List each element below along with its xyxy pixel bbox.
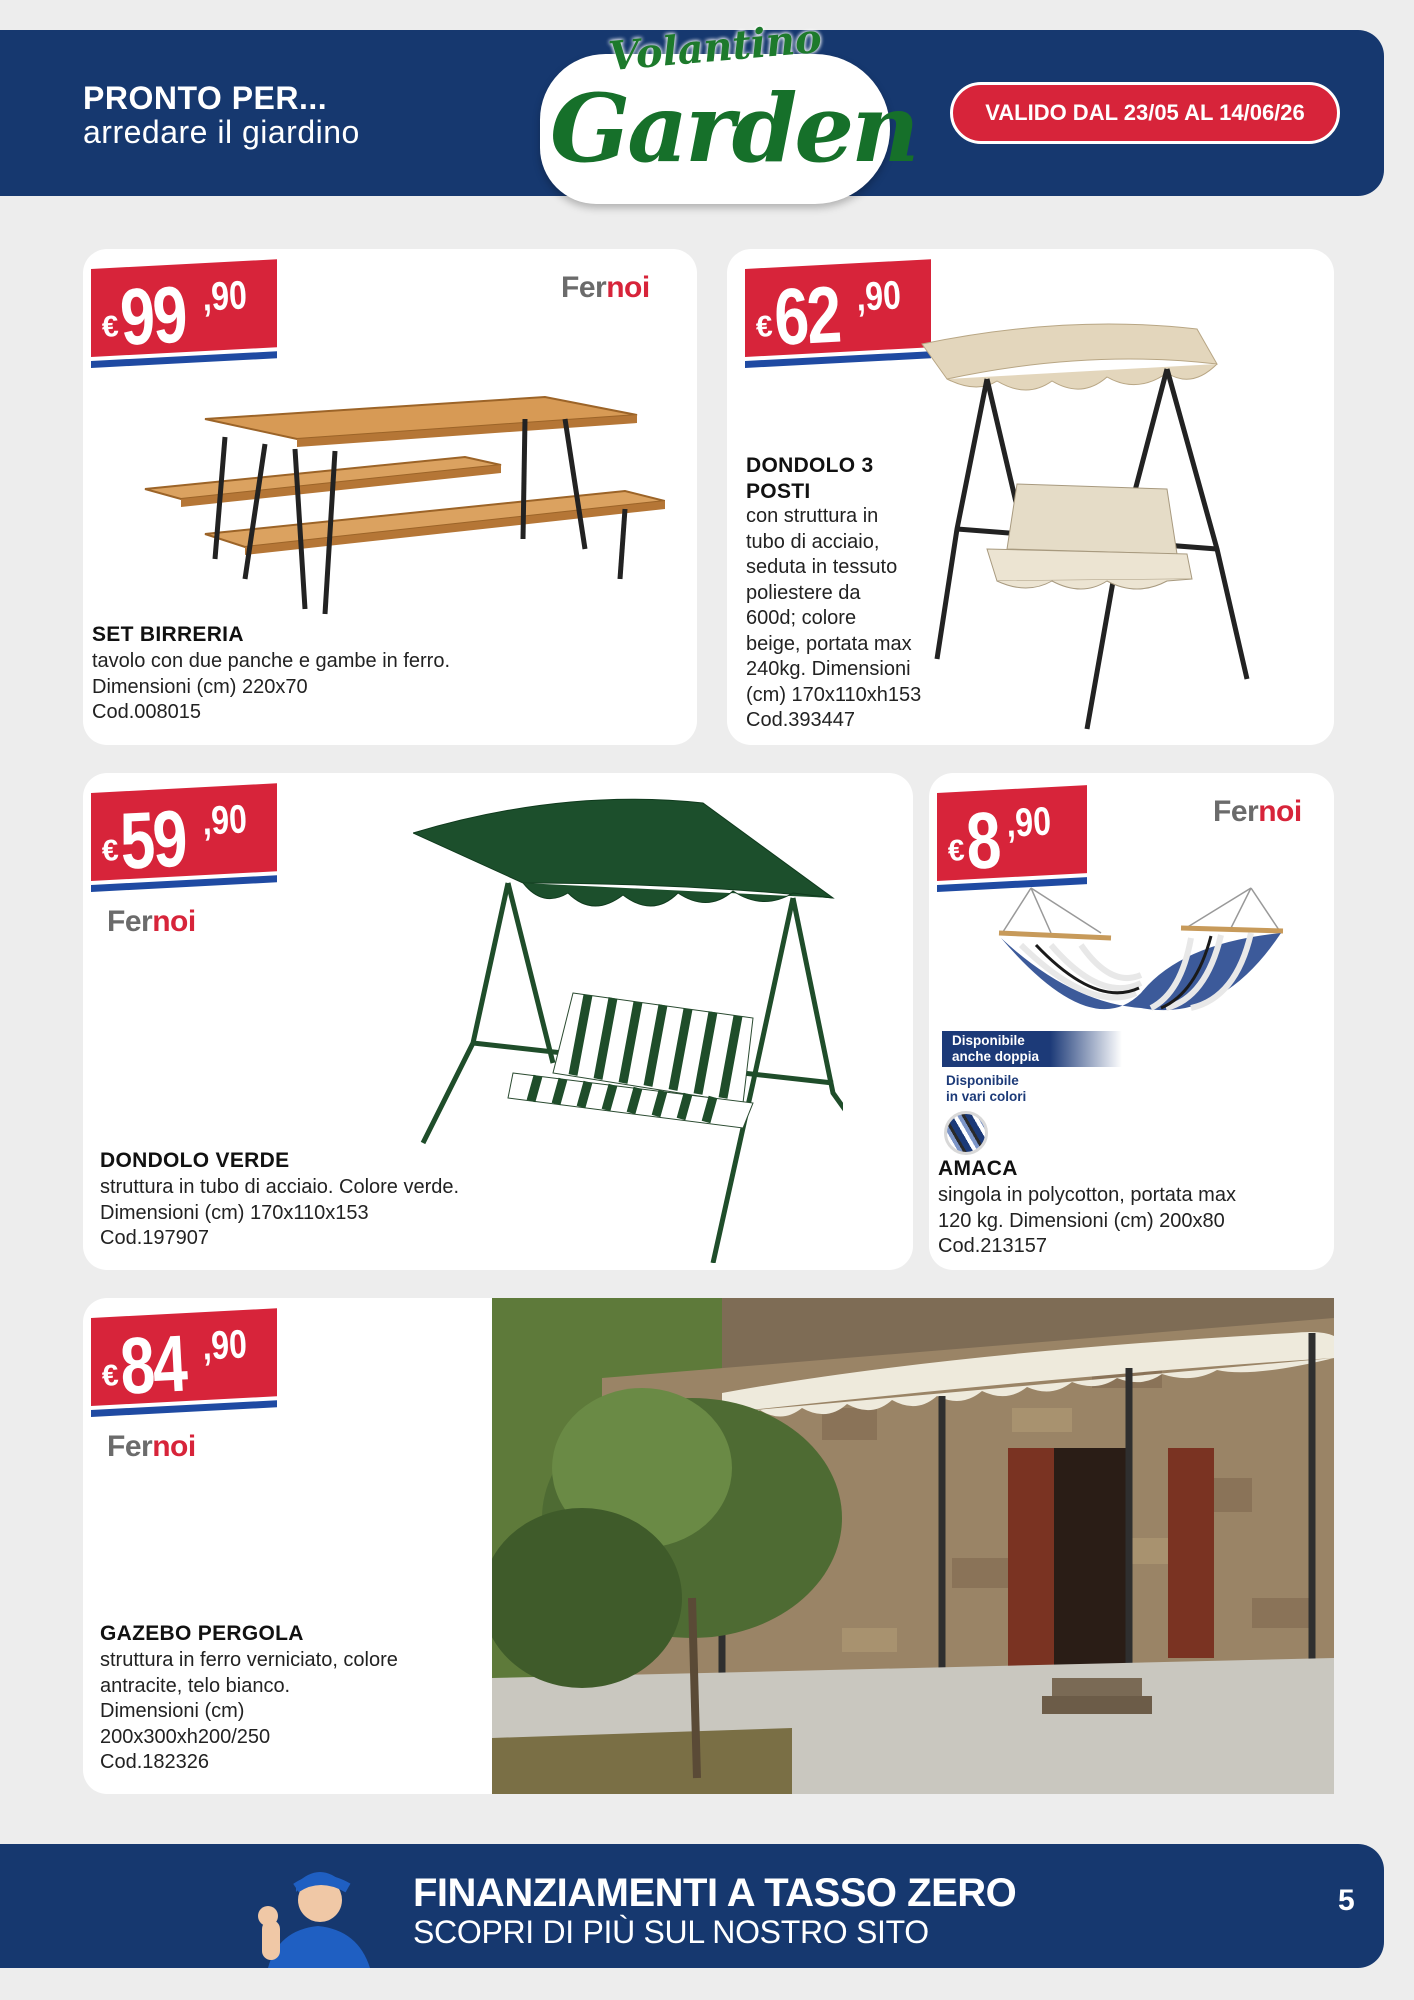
footer-subline[interactable]: SCOPRI DI PIÙ SUL NOSTRO SITO <box>413 1914 929 1950</box>
validity-badge: VALIDO DAL 23/05 AL 14/06/26 <box>950 82 1340 144</box>
price-tag: € 8 ,90 <box>937 793 1123 893</box>
product-description: singola in polycotton, portata max 120 kg. Dimensioni (cm) 200x80 Cod.213157 <box>938 1184 1236 1257</box>
available-double-badge: Disponibile anche doppia <box>942 1031 1122 1067</box>
product-title: SET BIRRERIA <box>92 623 244 646</box>
product-card-set-birreria[interactable] <box>83 249 697 745</box>
logo-text-top: Volantino <box>606 14 824 81</box>
fernoi-logo: Fernoi <box>1213 795 1302 828</box>
page-number: 5 <box>1338 1884 1355 1917</box>
price-decimal: ,90 <box>200 1322 248 1369</box>
amaca-image <box>991 883 1291 1023</box>
set-birreria-image <box>125 389 665 619</box>
price-decimal: ,90 <box>200 797 248 844</box>
product-description: struttura in ferro verniciato, colore antracite, telo bianco. Dimensioni (cm) 200x300xh200/250 Cod.182326 <box>100 1649 398 1773</box>
color-swatch[interactable] <box>944 1111 988 1155</box>
price-integer: 62 <box>771 269 842 362</box>
dondolo-beige-image <box>917 319 1317 739</box>
available-colors-label: Disponibile in vari colori <box>946 1073 1027 1104</box>
price-integer: 8 <box>963 795 1001 886</box>
fernoi-logo: Fernoi <box>107 905 196 938</box>
product-card-dondolo-3-posti[interactable] <box>727 249 1334 745</box>
product-title: DONDOLO VERDE <box>100 1149 290 1172</box>
product-description: tavolo con due panche e gambe in ferro. Dimensioni (cm) 220x70 Cod.008015 <box>92 650 451 723</box>
gazebo-pergola-photo <box>492 1298 1334 1794</box>
fernoi-logo: Fernoi <box>107 1430 196 1463</box>
product-description: struttura in tubo di acciaio. Colore verde. Dimensioni (cm) 170x110x153 Cod.197907 <box>100 1176 460 1249</box>
product-title: GAZEBO PERGOLA <box>100 1622 304 1645</box>
price-integer: 84 <box>117 1318 188 1411</box>
price-decimal: ,90 <box>200 273 248 320</box>
product-description: con struttura in tubo di acciaio, seduta in tessuto poliestere da 600d; colore beige, portata max 240kg. Dimensioni (cm) 170x110xh153 Cod.393447 <box>746 505 922 731</box>
price-integer: 99 <box>117 269 188 362</box>
dondolo-verde-image <box>413 783 843 1263</box>
footer-banner <box>0 1844 1384 1968</box>
price-tag: € 62 ,90 <box>745 269 931 369</box>
price-decimal: ,90 <box>854 273 902 320</box>
product-title: DONDOLO 3 POSTI <box>746 454 874 503</box>
product-title: AMACA <box>938 1157 1018 1180</box>
footer-headline: FINANZIAMENTI A TASSO ZERO <box>413 1871 1017 1915</box>
price-tag: € 59 ,90 <box>91 793 277 893</box>
assistant-mascot-image <box>248 1860 388 1968</box>
logo-text-main: Garden <box>550 74 917 184</box>
header-subtitle: arredare il giardino <box>83 114 360 150</box>
product-card-amaca[interactable] <box>929 773 1334 1270</box>
price-integer: 59 <box>117 793 188 886</box>
product-card-dondolo-verde[interactable] <box>83 773 913 1270</box>
header-title: PRONTO PER... <box>83 80 328 116</box>
price-tag: € 99 ,90 <box>91 269 277 369</box>
price-tag: € 84 ,90 <box>91 1318 277 1418</box>
volantino-garden-logo <box>530 14 917 208</box>
fernoi-logo: Fernoi <box>561 271 650 304</box>
price-decimal: ,90 <box>1005 799 1053 846</box>
